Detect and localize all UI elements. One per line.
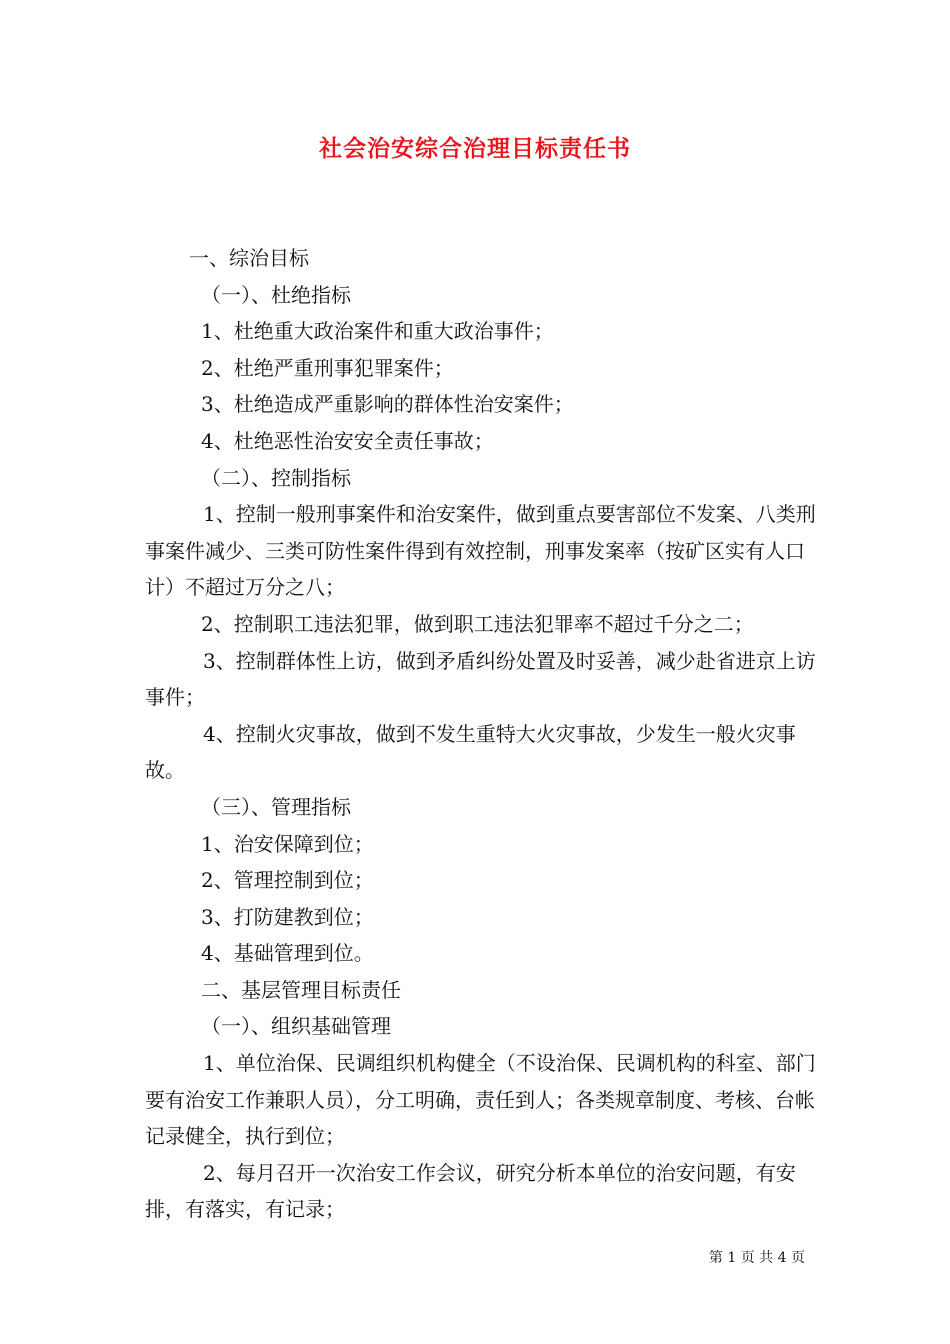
list-item: 4、控制火灾事故，做到不发生重特大火灾事故，少发生一般火灾事故。 — [145, 721, 796, 783]
list-item: 3、控制群体性上访，做到矛盾纠纷处置及时妥善，减少赴省进京上访事件； — [145, 648, 816, 710]
section-heading: 一、综治目标 — [189, 246, 309, 270]
list-item: 4、杜绝恶性治安安全责任事故； — [201, 428, 494, 453]
page-number: 第 1 页 共 4 页 — [708, 1250, 805, 1266]
list-item: 2、杜绝严重刑事犯罪案件； — [201, 355, 454, 380]
list-item: 4、基础管理到位。 — [201, 941, 374, 966]
list-item: 2、管理控制到位； — [201, 868, 374, 893]
list-item: 2、控制职工违法犯罪，做到职工违法犯罪率不超过千分之二； — [201, 611, 754, 636]
list-item: 3、杜绝造成严重影响的群体性治安案件； — [201, 392, 574, 417]
list-item: 1、控制一般刑事案件和治安案件，做到重点要害部位不发案、八类刑事案件减少、三类可防性案件得到有效控制，刑事发案率（按矿区实有人口计）不超过万分之八； — [145, 502, 816, 600]
list-item: 1、治安保障到位； — [201, 831, 374, 856]
subsection-heading: （一）、杜绝指标 — [201, 282, 351, 307]
subsection-heading: （三）、管理指标 — [201, 794, 351, 819]
list-item: 1、杜绝重大政治案件和重大政治事件； — [201, 319, 554, 344]
subsection-heading: （一）、组织基础管理 — [201, 1014, 391, 1039]
subsection-heading: （二）、控制指标 — [201, 465, 351, 490]
list-item: 3、打防建教到位； — [201, 904, 374, 929]
document-title: 社会治安综合治理目标责任书 — [319, 135, 631, 162]
section-heading: 二、基层管理目标责任 — [201, 977, 401, 1002]
document-body — [145, 240, 825, 1228]
list-item: 1、单位治保、民调组织机构健全（不设治保、民调机构的科室、部门要有治安工作兼职人员），分工明确，责任到人；各类规章制度、考核、台帐记录健全，执行到位； — [145, 1051, 816, 1149]
list-item: 2、每月召开一次治安工作会议，研究分析本单位的治安问题，有安排，有落实，有记录； — [145, 1160, 796, 1222]
